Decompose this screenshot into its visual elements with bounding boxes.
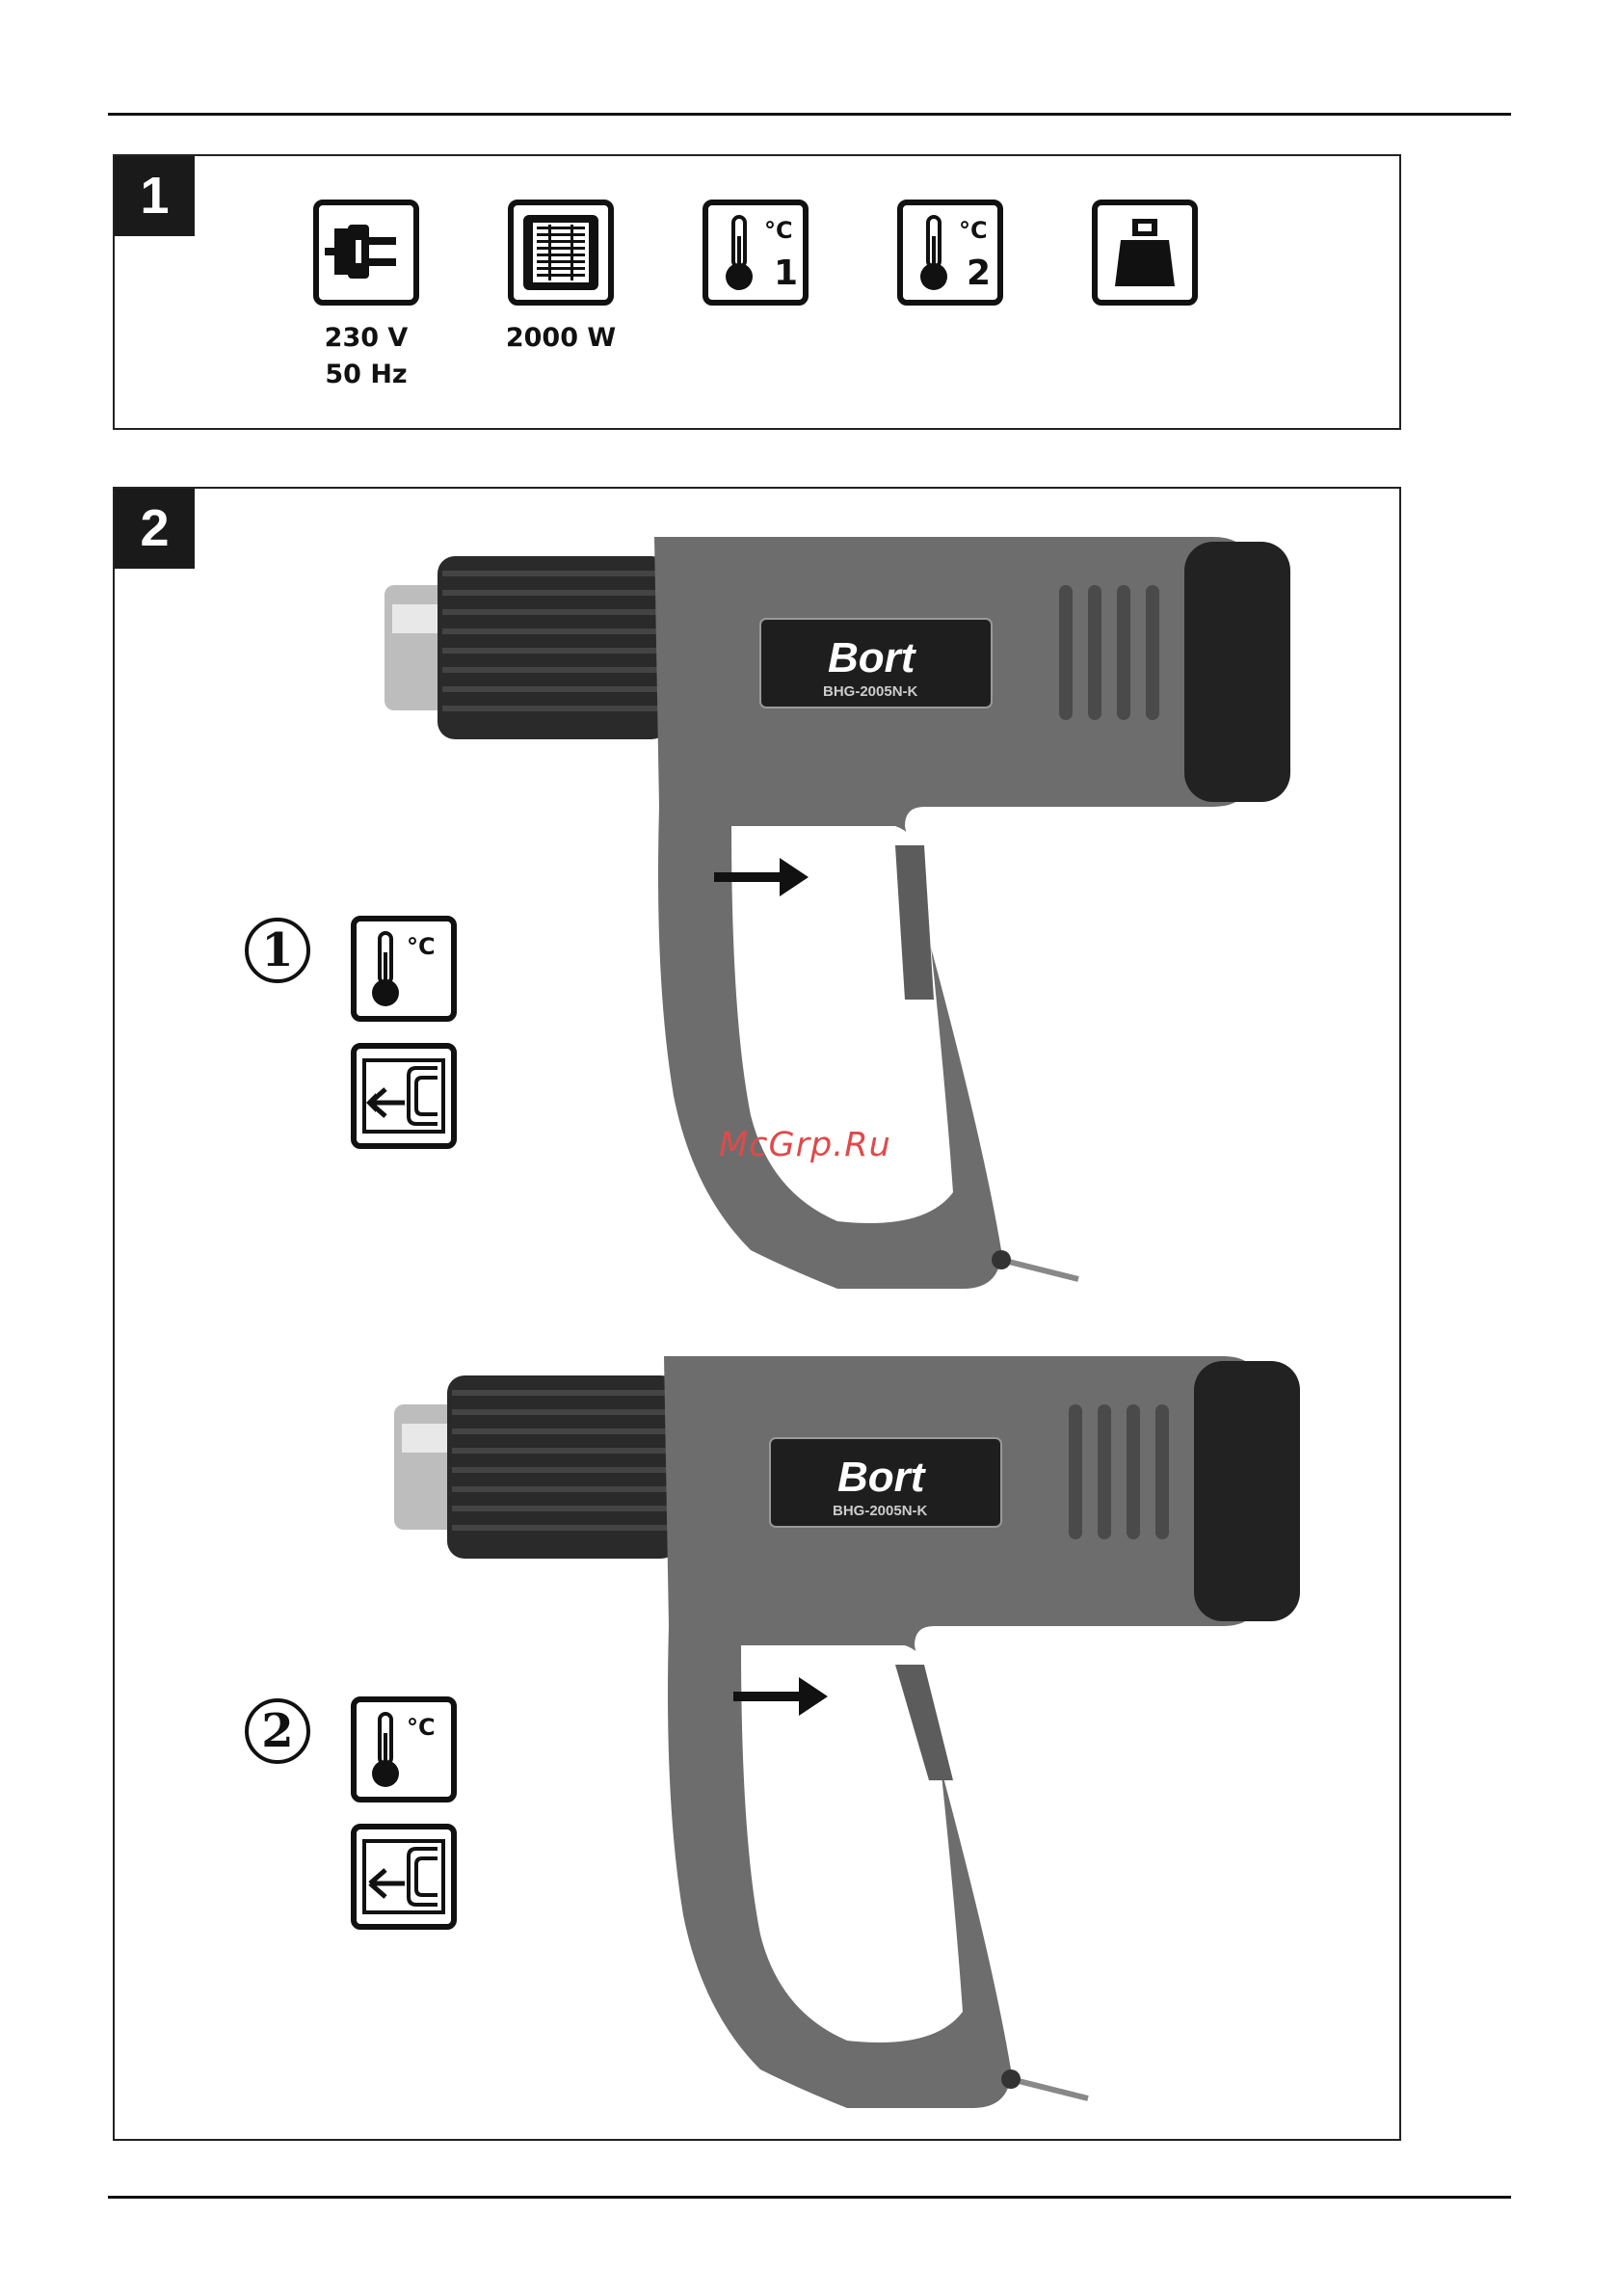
voltage-value: 230 V xyxy=(324,323,409,353)
temperature-2-icon xyxy=(897,200,1003,306)
heating-element-icon xyxy=(508,200,614,306)
mode-1-temp-unit: °C xyxy=(407,933,436,960)
temp-digit-2: 2 xyxy=(967,254,992,293)
bottom-rule xyxy=(108,2196,1511,2199)
rear-cap xyxy=(1184,542,1290,802)
weight-icon xyxy=(1092,200,1198,306)
power-label xyxy=(489,320,633,357)
mode-2-number: 2 xyxy=(245,1698,310,1764)
model-name: BHG-2005N-K xyxy=(823,683,918,700)
top-rule xyxy=(108,113,1511,116)
mode-2-temp-unit: °C xyxy=(407,1714,436,1741)
panel-1-number: 1 xyxy=(115,156,195,236)
panel-1-specifications xyxy=(113,154,1401,430)
panel-2-number: 2 xyxy=(115,489,195,569)
power-plug-icon xyxy=(313,200,419,306)
brand-name: Bort xyxy=(828,634,915,681)
power-cord xyxy=(1011,2079,1088,2098)
temperature-1-icon xyxy=(703,200,809,306)
frequency-value: 50 Hz xyxy=(325,360,408,389)
watermark: McGrp.Ru xyxy=(719,1126,891,1164)
model-name: BHG-2005N-K xyxy=(833,1503,928,1519)
rear-cap xyxy=(1194,1361,1300,1621)
brand-name: Bort xyxy=(837,1454,925,1501)
temp-digit-1: 1 xyxy=(774,254,799,293)
voltage-label xyxy=(294,320,438,393)
heat-gun-image-2 xyxy=(394,1337,1319,2127)
power-cord xyxy=(1001,1260,1078,1279)
panel-2-modes xyxy=(113,487,1401,2141)
power-value: 2000 W xyxy=(505,323,617,353)
temp-unit-2: °C xyxy=(959,217,988,244)
heat-gun-image-1 xyxy=(385,518,1310,1308)
mode-1-number: 1 xyxy=(245,918,310,983)
temp-unit-1: °C xyxy=(764,217,793,244)
